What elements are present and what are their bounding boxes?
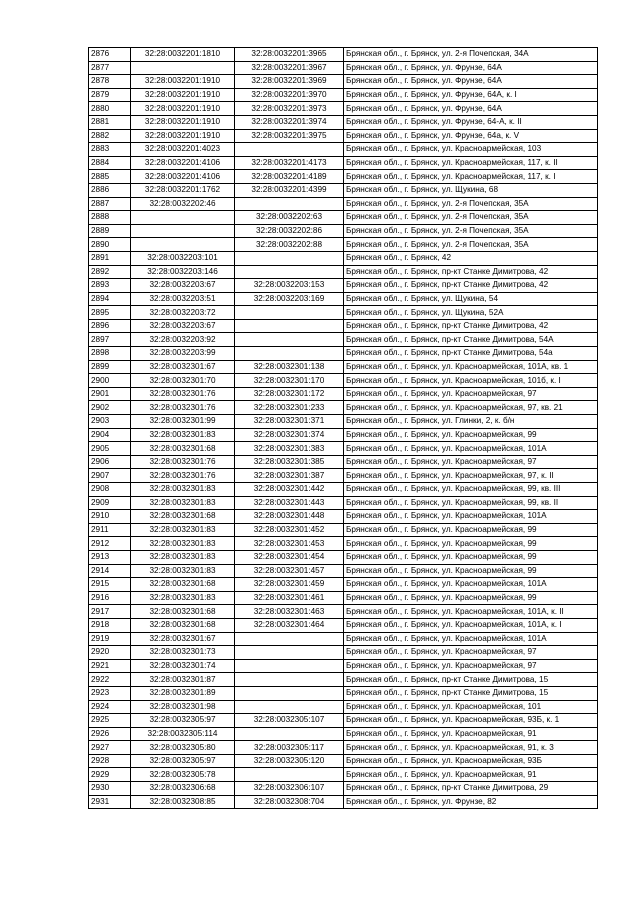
table-row (89, 48, 598, 62)
table-row (89, 741, 598, 755)
row-number-cell: 2888 (89, 211, 131, 225)
table-row (89, 401, 598, 415)
address-cell: Брянская обл., г. Брянск, ул. Щукина, 52А (344, 306, 598, 320)
table-row (89, 727, 598, 741)
object-number-cell: 32:28:0032201:3967 (235, 61, 344, 75)
object-number-cell (235, 197, 344, 211)
object-number-cell (235, 727, 344, 741)
land-parcel-number-cell: 32:28:0032301:68 (131, 442, 235, 456)
table-row (89, 564, 598, 578)
address-cell: Брянская обл., г. Брянск, ул. Красноармейская, 97, к. II (344, 469, 598, 483)
address-cell: Брянская обл., г. Брянск, ул. Красноармейская, 99 (344, 428, 598, 442)
object-number-cell: 32:28:0032301:461 (235, 591, 344, 605)
table-row (89, 129, 598, 143)
row-number-cell: 2906 (89, 455, 131, 469)
land-parcel-number-cell: 32:28:0032301:76 (131, 455, 235, 469)
land-parcel-number-cell: 32:28:0032301:67 (131, 360, 235, 374)
row-number-cell: 2909 (89, 496, 131, 510)
table-row (89, 768, 598, 782)
land-parcel-number-cell: 32:28:0032301:99 (131, 415, 235, 429)
table-row (89, 442, 598, 456)
address-cell: Брянская обл., г. Брянск, ул. Фрунзе, 64А (344, 102, 598, 116)
table-row (89, 170, 598, 184)
row-number-cell: 2896 (89, 319, 131, 333)
object-number-cell: 32:28:0032201:4189 (235, 170, 344, 184)
address-cell: Брянская обл., г. Брянск, ул. Фрунзе, 64А (344, 61, 598, 75)
object-number-cell: 32:28:0032305:117 (235, 741, 344, 755)
object-number-cell: 32:28:0032301:454 (235, 550, 344, 564)
object-number-cell: 32:28:0032305:120 (235, 754, 344, 768)
row-number-cell: 2911 (89, 523, 131, 537)
object-number-cell (235, 768, 344, 782)
land-parcel-number-cell: 32:28:0032301:83 (131, 550, 235, 564)
object-number-cell (235, 673, 344, 687)
land-parcel-number-cell: 32:28:0032201:1762 (131, 183, 235, 197)
object-number-cell: 32:28:0032201:4399 (235, 183, 344, 197)
land-parcel-number-cell: 32:28:0032301:68 (131, 510, 235, 524)
land-parcel-number-cell: 32:28:0032301:76 (131, 401, 235, 415)
row-number-cell: 2907 (89, 469, 131, 483)
row-number-cell: 2883 (89, 143, 131, 157)
row-number-cell: 2913 (89, 550, 131, 564)
table-row (89, 251, 598, 265)
address-cell: Брянская обл., г. Брянск, ул. Щукина, 54 (344, 292, 598, 306)
table-row (89, 428, 598, 442)
table-row (89, 795, 598, 809)
row-number-cell: 2924 (89, 700, 131, 714)
row-number-cell: 2892 (89, 265, 131, 279)
land-parcel-number-cell (131, 211, 235, 225)
row-number-cell: 2905 (89, 442, 131, 456)
land-parcel-number-cell: 32:28:0032203:67 (131, 279, 235, 293)
land-parcel-number-cell: 32:28:0032201:4106 (131, 156, 235, 170)
row-number-cell: 2876 (89, 48, 131, 62)
table-row (89, 646, 598, 660)
table-row (89, 211, 598, 225)
table-row (89, 387, 598, 401)
address-cell: Брянская обл., г. Брянск, ул. 2-я Почепская, 34А (344, 48, 598, 62)
table-row (89, 605, 598, 619)
object-number-cell: 32:28:0032301:457 (235, 564, 344, 578)
row-number-cell: 2915 (89, 578, 131, 592)
table-row (89, 115, 598, 129)
address-cell: Брянская обл., г. Брянск, ул. Красноармейская, 99, кв. III (344, 483, 598, 497)
object-number-cell: 32:28:0032202:63 (235, 211, 344, 225)
address-cell: Брянская обл., г. Брянск, ул. 2-я Почепская, 35А (344, 211, 598, 225)
land-parcel-number-cell: 32:28:0032301:68 (131, 578, 235, 592)
row-number-cell: 2881 (89, 115, 131, 129)
address-cell: Брянская обл., г. Брянск, ул. Красноармейская, 101А (344, 578, 598, 592)
address-cell: Брянская обл., г. Брянск, ул. Красноармейская, 101А, к. I (344, 618, 598, 632)
address-cell: Брянская обл., г. Брянск, ул. Фрунзе, 64А (344, 75, 598, 89)
row-number-cell: 2917 (89, 605, 131, 619)
cadastral-register-table (88, 47, 598, 809)
object-number-cell: 32:28:0032308:704 (235, 795, 344, 809)
row-number-cell: 2880 (89, 102, 131, 116)
land-parcel-number-cell: 32:28:0032201:1910 (131, 102, 235, 116)
object-number-cell: 32:28:0032203:169 (235, 292, 344, 306)
object-number-cell (235, 700, 344, 714)
table-row (89, 714, 598, 728)
land-parcel-number-cell: 32:28:0032203:99 (131, 347, 235, 361)
row-number-cell: 2921 (89, 659, 131, 673)
object-number-cell: 32:28:0032201:4173 (235, 156, 344, 170)
row-number-cell: 2902 (89, 401, 131, 415)
object-number-cell (235, 251, 344, 265)
object-number-cell: 32:28:0032201:3974 (235, 115, 344, 129)
table-row (89, 550, 598, 564)
table-row (89, 143, 598, 157)
address-cell: Брянская обл., г. Брянск, пр-кт Станке Димитрова, 15 (344, 673, 598, 687)
table-row (89, 523, 598, 537)
land-parcel-number-cell: 32:28:0032308:85 (131, 795, 235, 809)
row-number-cell: 2879 (89, 88, 131, 102)
object-number-cell: 32:28:0032201:3973 (235, 102, 344, 116)
address-cell: Брянская обл., г. Брянск, ул. Фрунзе, 64-А, к. II (344, 115, 598, 129)
address-cell: Брянская обл., г. Брянск, пр-кт Станке Димитрова, 42 (344, 279, 598, 293)
address-cell: Брянская обл., г. Брянск, ул. Красноармейская, 97 (344, 455, 598, 469)
address-cell: Брянская обл., г. Брянск, пр-кт Станке Димитрова, 54а (344, 347, 598, 361)
land-parcel-number-cell: 32:28:0032305:114 (131, 727, 235, 741)
row-number-cell: 2922 (89, 673, 131, 687)
table-row (89, 374, 598, 388)
address-cell: Брянская обл., г. Брянск, ул. Красноармейская, 93Б, к. 1 (344, 714, 598, 728)
address-cell: Брянская обл., г. Брянск, ул. Красноармейская, 99 (344, 550, 598, 564)
table-row (89, 415, 598, 429)
address-cell: Брянская обл., г. Брянск, ул. Красноармейская, 117, к. I (344, 170, 598, 184)
land-parcel-number-cell: 32:28:0032305:78 (131, 768, 235, 782)
address-cell: Брянская обл., г. Брянск, ул. Фрунзе, 64А, к. I (344, 88, 598, 102)
object-number-cell: 32:28:0032305:107 (235, 714, 344, 728)
object-number-cell: 32:28:0032301:385 (235, 455, 344, 469)
land-parcel-number-cell: 32:28:0032301:83 (131, 483, 235, 497)
row-number-cell: 2908 (89, 483, 131, 497)
address-cell: Брянская обл., г. Брянск, ул. 2-я Почепская, 35А (344, 238, 598, 252)
row-number-cell: 2894 (89, 292, 131, 306)
land-parcel-number-cell: 32:28:0032201:1910 (131, 75, 235, 89)
object-number-cell: 32:28:0032301:442 (235, 483, 344, 497)
land-parcel-number-cell: 32:28:0032301:83 (131, 564, 235, 578)
address-cell: Брянская обл., г. Брянск, ул. Красноармейская, 117, к. II (344, 156, 598, 170)
row-number-cell: 2910 (89, 510, 131, 524)
object-number-cell (235, 686, 344, 700)
object-number-cell: 32:28:0032301:459 (235, 578, 344, 592)
address-cell: Брянская обл., г. Брянск, ул. Красноармейская, 97, кв. 21 (344, 401, 598, 415)
address-cell: Брянская обл., г. Брянск, ул. Красноармейская, 93Б (344, 754, 598, 768)
table-row (89, 455, 598, 469)
row-number-cell: 2887 (89, 197, 131, 211)
address-cell: Брянская обл., г. Брянск, ул. Глинки, 2, к. б/н (344, 415, 598, 429)
object-number-cell: 32:28:0032201:3975 (235, 129, 344, 143)
table-row (89, 537, 598, 551)
table-row (89, 673, 598, 687)
row-number-cell: 2914 (89, 564, 131, 578)
land-parcel-number-cell: 32:28:0032301:73 (131, 646, 235, 660)
table-row (89, 224, 598, 238)
land-parcel-number-cell: 32:28:0032203:101 (131, 251, 235, 265)
object-number-cell: 32:28:0032301:383 (235, 442, 344, 456)
land-parcel-number-cell: 32:28:0032301:68 (131, 605, 235, 619)
object-number-cell: 32:28:0032301:172 (235, 387, 344, 401)
object-number-cell: 32:28:0032301:448 (235, 510, 344, 524)
address-cell: Брянская обл., г. Брянск, ул. Красноармейская, 101А, к. II (344, 605, 598, 619)
land-parcel-number-cell: 32:28:0032301:74 (131, 659, 235, 673)
land-parcel-number-cell: 32:28:0032201:1810 (131, 48, 235, 62)
land-parcel-number-cell: 32:28:0032301:67 (131, 632, 235, 646)
land-parcel-number-cell: 32:28:0032301:83 (131, 523, 235, 537)
object-number-cell: 32:28:0032301:371 (235, 415, 344, 429)
land-parcel-number-cell: 32:28:0032305:97 (131, 714, 235, 728)
table-row (89, 659, 598, 673)
table-row (89, 88, 598, 102)
object-number-cell: 32:28:0032301:374 (235, 428, 344, 442)
row-number-cell: 2904 (89, 428, 131, 442)
object-number-cell (235, 143, 344, 157)
table-row (89, 496, 598, 510)
land-parcel-number-cell: 32:28:0032201:1910 (131, 129, 235, 143)
table-row (89, 754, 598, 768)
address-cell: Брянская обл., г. Брянск, ул. Красноармейская, 97 (344, 659, 598, 673)
table-row (89, 75, 598, 89)
address-cell: Брянская обл., г. Брянск, ул. Красноармейская, 101А (344, 632, 598, 646)
table-row (89, 578, 598, 592)
table-row (89, 319, 598, 333)
object-number-cell (235, 646, 344, 660)
land-parcel-number-cell (131, 238, 235, 252)
object-number-cell: 32:28:0032301:452 (235, 523, 344, 537)
land-parcel-number-cell: 32:28:0032301:83 (131, 428, 235, 442)
row-number-cell: 2931 (89, 795, 131, 809)
table-row (89, 469, 598, 483)
row-number-cell: 2898 (89, 347, 131, 361)
land-parcel-number-cell: 32:28:0032305:80 (131, 741, 235, 755)
table-row (89, 360, 598, 374)
table-row (89, 265, 598, 279)
table-row (89, 238, 598, 252)
land-parcel-number-cell: 32:28:0032203:146 (131, 265, 235, 279)
row-number-cell: 2886 (89, 183, 131, 197)
object-number-cell: 32:28:0032301:387 (235, 469, 344, 483)
object-number-cell: 32:28:0032201:3969 (235, 75, 344, 89)
land-parcel-number-cell: 32:28:0032301:76 (131, 469, 235, 483)
address-cell: Брянская обл., г. Брянск, ул. Красноармейская, 99 (344, 564, 598, 578)
address-cell: Брянская обл., г. Брянск, ул. Красноармейская, 101А, кв. 1 (344, 360, 598, 374)
land-parcel-number-cell (131, 61, 235, 75)
table-row (89, 279, 598, 293)
table-row (89, 686, 598, 700)
land-parcel-number-cell: 32:28:0032301:83 (131, 591, 235, 605)
row-number-cell: 2912 (89, 537, 131, 551)
land-parcel-number-cell: 32:28:0032301:98 (131, 700, 235, 714)
row-number-cell: 2889 (89, 224, 131, 238)
object-number-cell: 32:28:0032203:153 (235, 279, 344, 293)
object-number-cell (235, 306, 344, 320)
row-number-cell: 2877 (89, 61, 131, 75)
object-number-cell: 32:28:0032202:86 (235, 224, 344, 238)
land-parcel-number-cell: 32:28:0032201:4106 (131, 170, 235, 184)
land-parcel-number-cell: 32:28:0032301:87 (131, 673, 235, 687)
row-number-cell: 2897 (89, 333, 131, 347)
object-number-cell: 32:28:0032306:107 (235, 782, 344, 796)
table-row (89, 306, 598, 320)
land-parcel-number-cell: 32:28:0032301:83 (131, 496, 235, 510)
table-row (89, 591, 598, 605)
address-cell: Брянская обл., г. Брянск, ул. Щукина, 68 (344, 183, 598, 197)
land-parcel-number-cell: 32:28:0032305:97 (131, 754, 235, 768)
address-cell: Брянская обл., г. Брянск, ул. Красноармейская, 99 (344, 591, 598, 605)
row-number-cell: 2900 (89, 374, 131, 388)
land-parcel-number-cell: 32:28:0032301:89 (131, 686, 235, 700)
address-cell: Брянская обл., г. Брянск, ул. Красноармейская, 99, кв. II (344, 496, 598, 510)
address-cell: Брянская обл., г. Брянск, ул. Красноармейская, 101 (344, 700, 598, 714)
row-number-cell: 2916 (89, 591, 131, 605)
row-number-cell: 2925 (89, 714, 131, 728)
land-parcel-number-cell: 32:28:0032301:70 (131, 374, 235, 388)
address-cell: Брянская обл., г. Брянск, ул. 2-я Почепская, 35А (344, 197, 598, 211)
object-number-cell (235, 347, 344, 361)
land-parcel-number-cell: 32:28:0032201:1910 (131, 88, 235, 102)
table-row (89, 618, 598, 632)
address-cell: Брянская обл., г. Брянск, ул. Красноармейская, 91 (344, 768, 598, 782)
address-cell: Брянская обл., г. Брянск, пр-кт Станке Димитрова, 54А (344, 333, 598, 347)
address-cell: Брянская обл., г. Брянск, пр-кт Станке Димитрова, 15 (344, 686, 598, 700)
address-cell: Брянская обл., г. Брянск, пр-кт Станке Димитрова, 42 (344, 265, 598, 279)
object-number-cell (235, 319, 344, 333)
address-cell: Брянская обл., г. Брянск, ул. Красноармейская, 91 (344, 727, 598, 741)
address-cell: Брянская обл., г. Брянск, ул. Красноармейская, 97 (344, 387, 598, 401)
table-row (89, 483, 598, 497)
row-number-cell: 2885 (89, 170, 131, 184)
row-number-cell: 2929 (89, 768, 131, 782)
table-row (89, 61, 598, 75)
row-number-cell: 2926 (89, 727, 131, 741)
address-cell: Брянская обл., г. Брянск, ул. Фрунзе, 64а, к. V (344, 129, 598, 143)
row-number-cell: 2890 (89, 238, 131, 252)
row-number-cell: 2923 (89, 686, 131, 700)
address-cell: Брянская обл., г. Брянск, ул. Красноармейская, 103 (344, 143, 598, 157)
object-number-cell: 32:28:0032202:88 (235, 238, 344, 252)
land-parcel-number-cell: 32:28:0032201:4023 (131, 143, 235, 157)
land-parcel-number-cell: 32:28:0032203:51 (131, 292, 235, 306)
address-cell: Брянская обл., г. Брянск, ул. 2-я Почепская, 35А (344, 224, 598, 238)
address-cell: Брянская обл., г. Брянск, пр-кт Станке Димитрова, 42 (344, 319, 598, 333)
address-cell: Брянская обл., г. Брянск, ул. Красноармейская, 101А (344, 510, 598, 524)
row-number-cell: 2919 (89, 632, 131, 646)
object-number-cell (235, 333, 344, 347)
object-number-cell (235, 265, 344, 279)
land-parcel-number-cell: 32:28:0032203:92 (131, 333, 235, 347)
row-number-cell: 2927 (89, 741, 131, 755)
object-number-cell: 32:28:0032301:453 (235, 537, 344, 551)
object-number-cell: 32:28:0032301:233 (235, 401, 344, 415)
land-parcel-number-cell: 32:28:0032301:83 (131, 537, 235, 551)
land-parcel-number-cell: 32:28:0032301:68 (131, 618, 235, 632)
address-cell: Брянская обл., г. Брянск, ул. Фрунзе, 82 (344, 795, 598, 809)
table-row (89, 510, 598, 524)
address-cell: Брянская обл., г. Брянск, ул. Красноармейская, 99 (344, 523, 598, 537)
object-number-cell: 32:28:0032201:3965 (235, 48, 344, 62)
land-parcel-number-cell: 32:28:0032201:1910 (131, 115, 235, 129)
row-number-cell: 2930 (89, 782, 131, 796)
address-cell: Брянская обл., г. Брянск, ул. Красноармейская, 99 (344, 537, 598, 551)
object-number-cell: 32:28:0032201:3970 (235, 88, 344, 102)
row-number-cell: 2895 (89, 306, 131, 320)
table-row (89, 700, 598, 714)
row-number-cell: 2920 (89, 646, 131, 660)
address-cell: Брянская обл., г. Брянск, ул. Красноармейская, 101б, к. I (344, 374, 598, 388)
land-parcel-number-cell: 32:28:0032203:67 (131, 319, 235, 333)
table-row (89, 197, 598, 211)
table-row (89, 333, 598, 347)
row-number-cell: 2918 (89, 618, 131, 632)
row-number-cell: 2884 (89, 156, 131, 170)
row-number-cell: 2901 (89, 387, 131, 401)
table-row (89, 782, 598, 796)
land-parcel-number-cell (131, 224, 235, 238)
address-cell: Брянская обл., г. Брянск, пр-кт Станке Димитрова, 29 (344, 782, 598, 796)
row-number-cell: 2928 (89, 754, 131, 768)
land-parcel-number-cell: 32:28:0032203:72 (131, 306, 235, 320)
table-row (89, 156, 598, 170)
address-cell: Брянская обл., г. Брянск, ул. Красноармейская, 101А (344, 442, 598, 456)
row-number-cell: 2893 (89, 279, 131, 293)
object-number-cell: 32:28:0032301:443 (235, 496, 344, 510)
row-number-cell: 2891 (89, 251, 131, 265)
object-number-cell: 32:28:0032301:170 (235, 374, 344, 388)
row-number-cell: 2882 (89, 129, 131, 143)
table-row (89, 102, 598, 116)
address-cell: Брянская обл., г. Брянск, ул. Красноармейская, 91, к. 3 (344, 741, 598, 755)
table-row (89, 632, 598, 646)
row-number-cell: 2903 (89, 415, 131, 429)
object-number-cell: 32:28:0032301:464 (235, 618, 344, 632)
register-table-body (89, 48, 598, 809)
object-number-cell (235, 632, 344, 646)
address-cell: Брянская обл., г. Брянск, 42 (344, 251, 598, 265)
object-number-cell: 32:28:0032301:463 (235, 605, 344, 619)
object-number-cell: 32:28:0032301:138 (235, 360, 344, 374)
land-parcel-number-cell: 32:28:0032202:46 (131, 197, 235, 211)
address-cell: Брянская обл., г. Брянск, ул. Красноармейская, 97 (344, 646, 598, 660)
land-parcel-number-cell: 32:28:0032301:76 (131, 387, 235, 401)
row-number-cell: 2899 (89, 360, 131, 374)
table-row (89, 347, 598, 361)
row-number-cell: 2878 (89, 75, 131, 89)
table-row (89, 183, 598, 197)
table-row (89, 292, 598, 306)
object-number-cell (235, 659, 344, 673)
land-parcel-number-cell: 32:28:0032306:68 (131, 782, 235, 796)
